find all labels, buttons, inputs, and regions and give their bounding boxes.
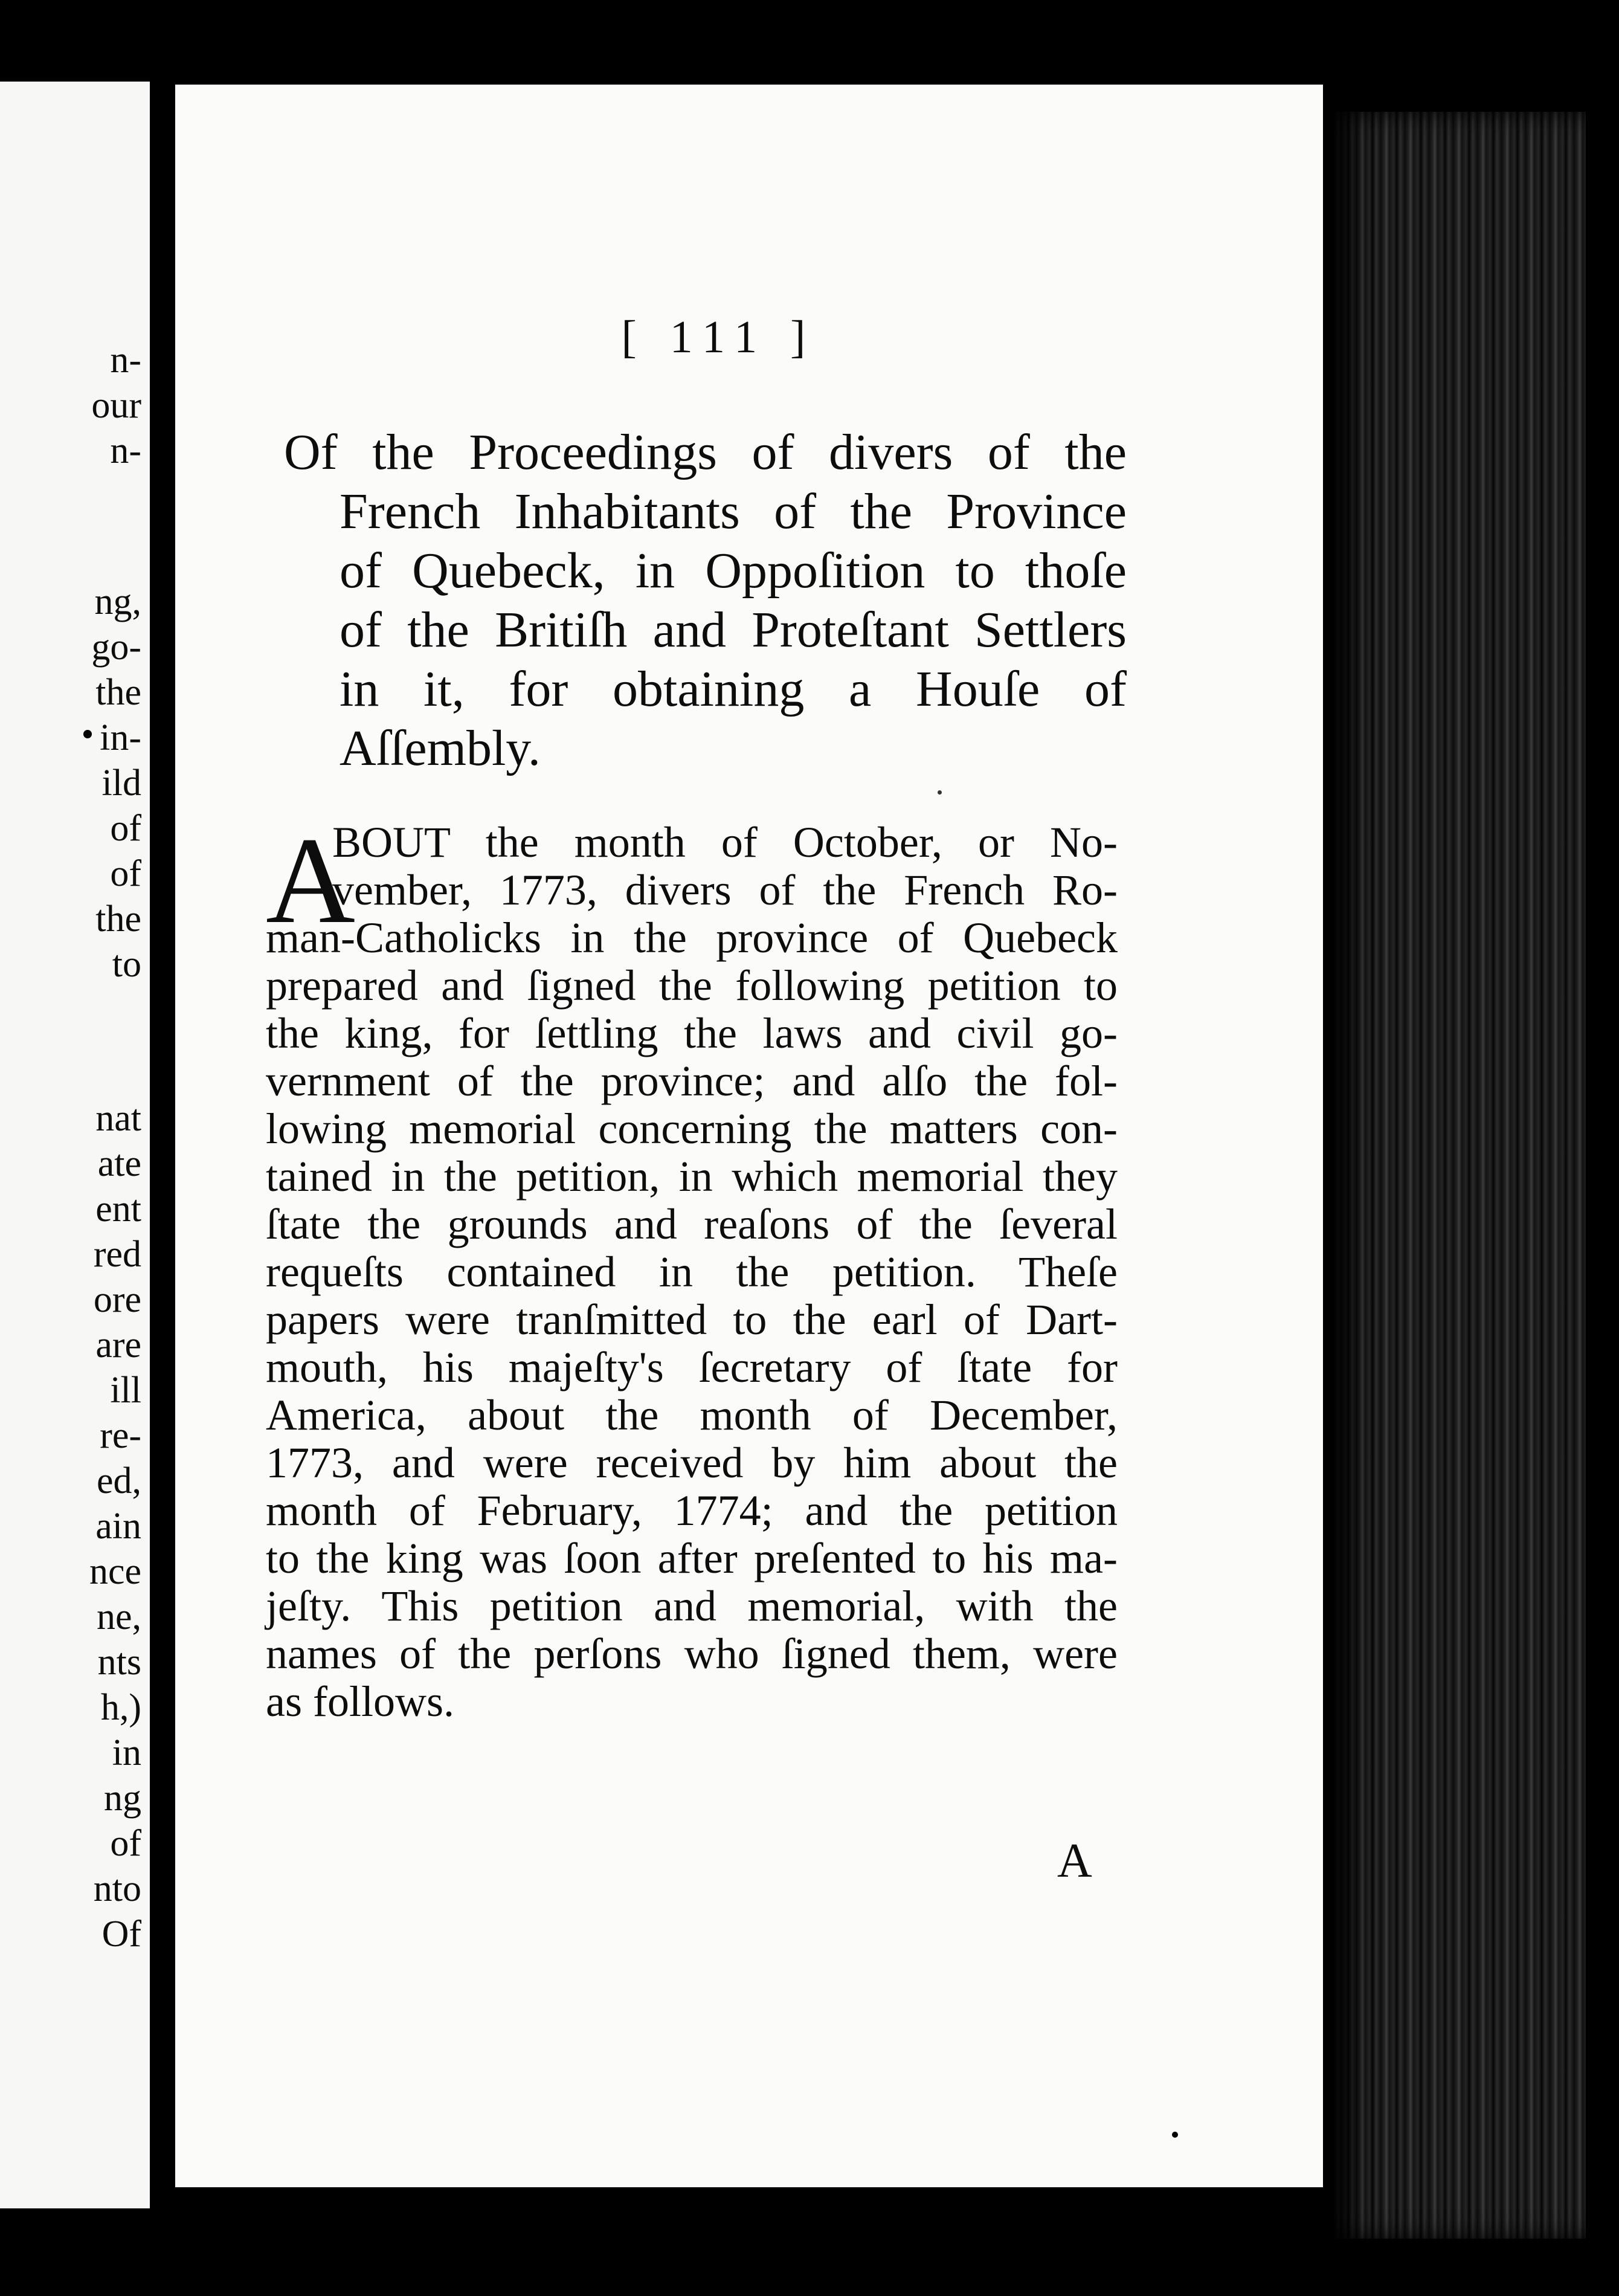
body-line: vernment of the province; and alſo the fol- bbox=[266, 1057, 1118, 1105]
left-page-line: to bbox=[112, 944, 141, 985]
title-line: in it, for obtaining a Houſe of bbox=[340, 661, 1127, 717]
body-line: ſtate the grounds and reaſons of the ſeveral bbox=[266, 1200, 1118, 1248]
ink-dot bbox=[938, 790, 942, 795]
left-page-line: nts bbox=[97, 1642, 141, 1683]
page-edges bbox=[1332, 112, 1586, 2239]
left-page-line: ng bbox=[104, 1778, 141, 1819]
ink-dot bbox=[1172, 2132, 1178, 2138]
drop-cap: A bbox=[266, 812, 356, 949]
ink-dot bbox=[83, 730, 92, 738]
title-line: French Inhabitants of the Province bbox=[340, 483, 1127, 540]
left-page-line: of bbox=[110, 1823, 141, 1864]
catchword: A bbox=[1057, 1834, 1092, 1888]
left-page-line: ain bbox=[95, 1506, 141, 1547]
left-page-line: ne, bbox=[96, 1596, 141, 1637]
left-page-line: of bbox=[110, 808, 141, 849]
body-line: tained in the petition, in which memorial they bbox=[266, 1152, 1118, 1201]
title-line: Of the Proceedings of divers of the bbox=[284, 424, 1127, 480]
body-line: America, about the month of December, bbox=[266, 1391, 1118, 1439]
left-page-line: red bbox=[93, 1234, 141, 1275]
left-page-line: the bbox=[95, 672, 141, 713]
left-page-line: ore bbox=[93, 1279, 141, 1320]
body-line: requeſts contained in the petition. Theſe bbox=[266, 1248, 1118, 1296]
body-line: the king, for ſettling the laws and civil go- bbox=[266, 1009, 1118, 1057]
left-page-line: ed, bbox=[96, 1460, 141, 1501]
body-line: jeſty. This petition and memorial, with the bbox=[266, 1582, 1118, 1630]
left-page-line: h,) bbox=[100, 1687, 141, 1728]
left-page-line: of bbox=[110, 853, 141, 894]
left-page-line: ng, bbox=[94, 581, 141, 622]
left-page-line: n- bbox=[110, 340, 141, 381]
left-page-line: Of bbox=[101, 1914, 141, 1955]
left-page-line: ild bbox=[101, 763, 141, 804]
body-line: mouth, his majeſty's ſecretary of ſtate for bbox=[266, 1343, 1118, 1391]
left-page-line: in- bbox=[100, 717, 141, 758]
body-line: vember, 1773, divers of the French Ro- bbox=[332, 866, 1118, 914]
body-line: to the king was ſoon after preſented to his ma- bbox=[266, 1534, 1118, 1582]
chapter-title bbox=[284, 423, 1127, 778]
left-page-line: in bbox=[112, 1732, 141, 1773]
body-line: papers were tranſmitted to the earl of Dart- bbox=[266, 1295, 1118, 1344]
left-page-line: nto bbox=[93, 1868, 141, 1909]
title-line: of Quebeck, in Oppoſition to thoſe bbox=[340, 543, 1127, 599]
left-facing-page bbox=[0, 82, 151, 2208]
title-line: of the Britiſh and Proteſtant Settlers bbox=[340, 602, 1127, 658]
left-page-line: our bbox=[91, 385, 141, 426]
left-page-line: ent bbox=[95, 1188, 141, 1230]
left-page-line: n- bbox=[110, 430, 141, 471]
body-line: names of the perſons who ſigned them, were bbox=[266, 1630, 1118, 1678]
body-paragraph bbox=[266, 812, 1118, 1726]
left-page-line: go- bbox=[91, 627, 141, 668]
body-line: as follows. bbox=[266, 1677, 454, 1726]
body-line: BOUT the month of October, or No- bbox=[332, 818, 1118, 866]
left-page-line: the bbox=[95, 898, 141, 940]
title-line: Aſſembly. bbox=[340, 720, 541, 776]
left-page-line: ill bbox=[110, 1370, 141, 1411]
left-page-line: ate bbox=[97, 1143, 141, 1184]
left-page-line: nat bbox=[95, 1098, 141, 1139]
left-page-line: are bbox=[95, 1324, 141, 1366]
body-line: 1773, and were received by him about the bbox=[266, 1439, 1118, 1487]
body-line: lowing memorial concerning the matters con- bbox=[266, 1104, 1118, 1153]
left-page-line: re- bbox=[100, 1415, 141, 1456]
body-line: man-Catholicks in the province of Quebeck bbox=[266, 914, 1118, 962]
body-line: prepared and ſigned the following petition to bbox=[266, 961, 1118, 1010]
body-line: month of February, 1774; and the petition bbox=[266, 1486, 1118, 1535]
page-number-header: [ 111 ] bbox=[621, 312, 817, 363]
left-page-line: nce bbox=[89, 1551, 141, 1592]
